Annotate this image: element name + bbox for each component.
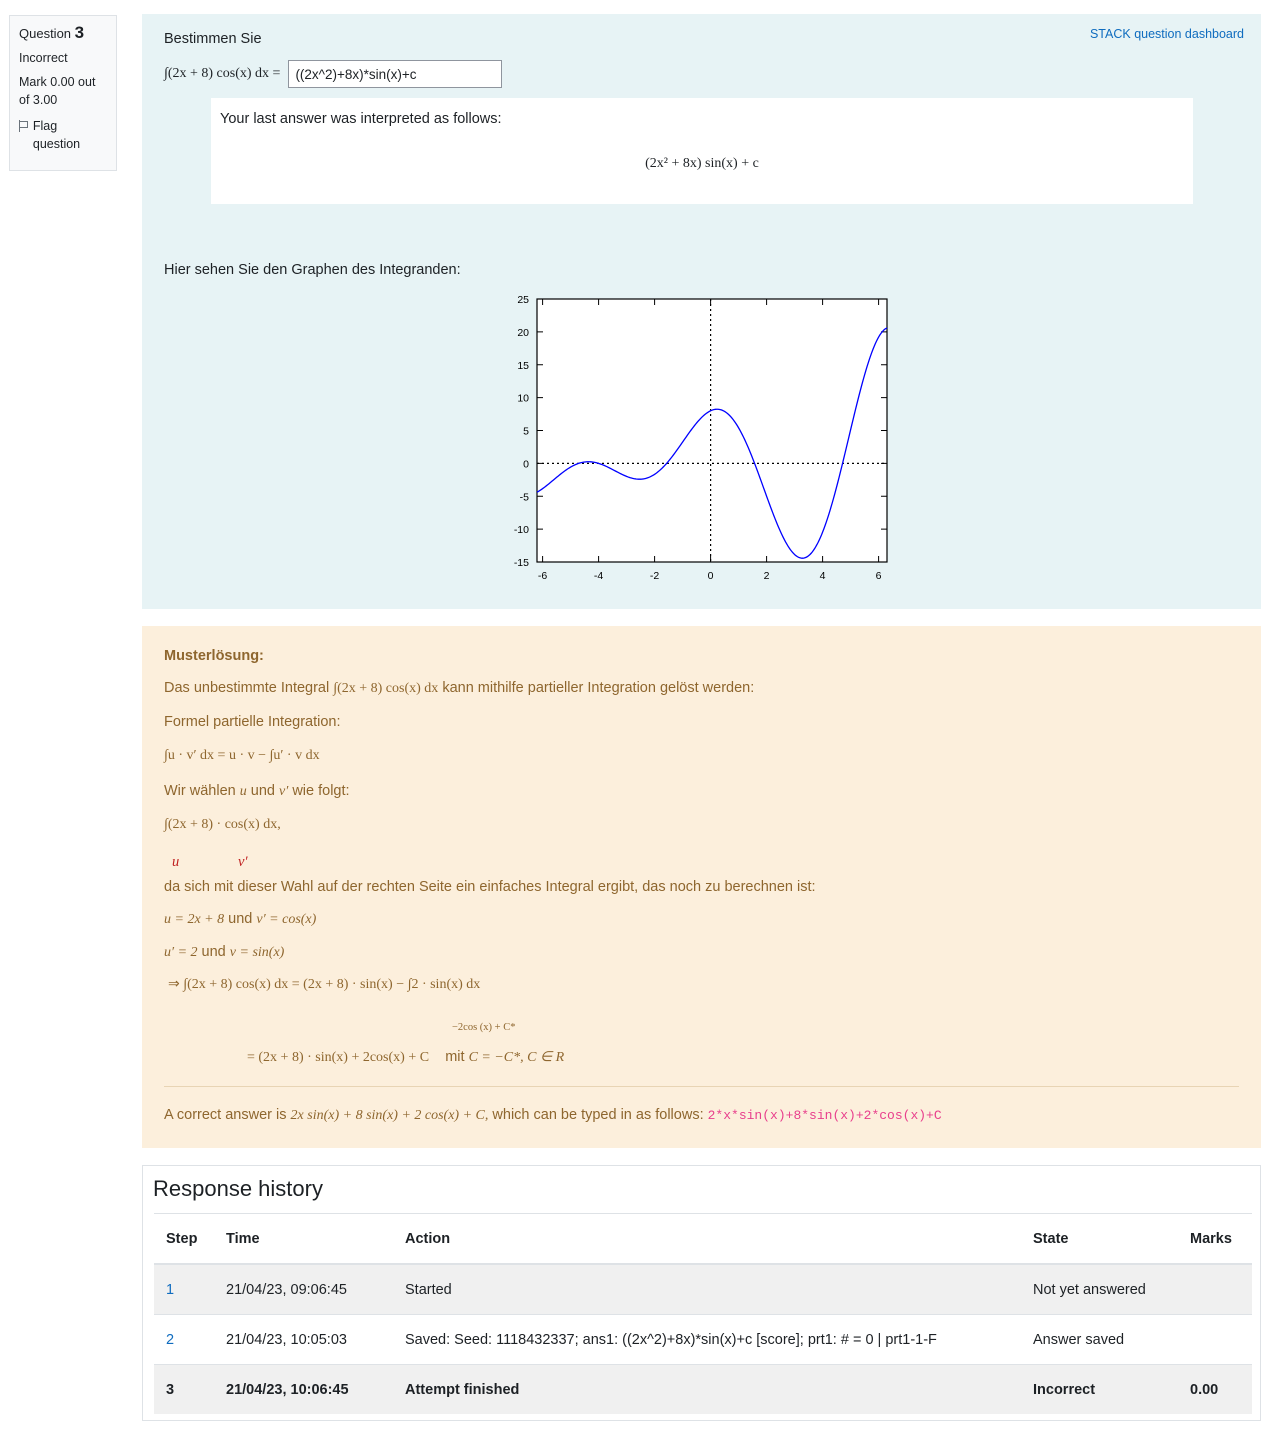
table-header-row xyxy=(154,1214,1252,1265)
solution-text: Das unbestimmte Integral xyxy=(164,680,330,696)
solution-text: und xyxy=(228,911,253,927)
y-tick-label: -5 xyxy=(519,491,529,504)
solution-formula: ∫(2x + 8) cos(x) dx xyxy=(333,681,439,696)
table-row xyxy=(154,1315,1252,1365)
marks-cell: 0.00 xyxy=(1178,1365,1252,1415)
solution-divider xyxy=(164,1086,1239,1087)
marks-cell xyxy=(1178,1315,1252,1365)
solution-text: kann mithilfe partieller Integration gelöst werden: xyxy=(442,680,755,696)
y-tick-label: 10 xyxy=(517,392,529,405)
step-cell xyxy=(154,1315,214,1365)
solution-text: mit xyxy=(445,1049,465,1065)
question-title: Bestimmen Sie xyxy=(164,31,262,47)
solution-text: Wir wählen xyxy=(164,783,236,799)
state-cell: Incorrect xyxy=(1021,1365,1178,1415)
stack-dashboard-link[interactable]: STACK question dashboard xyxy=(1089,27,1244,41)
step-link[interactable]: 1 xyxy=(166,1281,175,1298)
solution-text: und xyxy=(201,944,226,960)
solution-line-7 xyxy=(164,911,316,928)
integral-prompt: ∫(2x + 8) cos(x) dx = xyxy=(164,66,281,81)
solution-text: wie folgt: xyxy=(292,783,350,799)
response-history xyxy=(142,1165,1261,1421)
solution-line-8 xyxy=(164,944,284,961)
solution-formula: v′ = cos(x) xyxy=(256,912,317,927)
solution-line-9-under: −2cos (x) + C* xyxy=(452,1022,516,1033)
question-status: Incorrect xyxy=(19,51,68,65)
solution-line-10 xyxy=(247,1049,564,1066)
x-tick-label: 4 xyxy=(819,570,826,582)
graph-caption: Hier sehen Sie den Graphen des Integranden: xyxy=(164,262,461,278)
underbrace-u-label: u xyxy=(172,854,180,870)
column-marks: Marks xyxy=(1178,1214,1252,1265)
y-tick-label: -10 xyxy=(513,524,529,537)
question-info-box xyxy=(9,15,117,171)
y-tick-label: 15 xyxy=(517,359,529,372)
solution-text: und xyxy=(250,783,275,799)
x-tick-label: 6 xyxy=(875,570,882,582)
action-cell: Attempt finished xyxy=(393,1365,1021,1415)
integrand-plot xyxy=(507,294,907,594)
question-mark: Mark 0.00 out of 3.00 xyxy=(19,75,96,107)
solution-formula: u = 2x + 8 xyxy=(164,912,225,927)
underbrace-v-label: v′ xyxy=(238,854,248,870)
step-link[interactable]: 2 xyxy=(166,1331,175,1348)
time-cell: 21/04/23, 09:06:45 xyxy=(214,1264,393,1315)
column-state: State xyxy=(1021,1214,1178,1265)
question-label: Question xyxy=(19,26,72,41)
table-row xyxy=(154,1365,1252,1415)
correct-answer-line xyxy=(164,1107,942,1124)
solution-line-5: ∫(2x + 8) · cos(x) dx, xyxy=(164,817,281,832)
step-cell xyxy=(154,1264,214,1315)
flag-icon xyxy=(19,120,29,132)
y-tick-label: 5 xyxy=(523,425,529,438)
x-tick-label: -2 xyxy=(649,570,660,582)
question-formulation xyxy=(142,14,1261,609)
x-tick-label: -4 xyxy=(593,570,604,582)
flag-question-label: Flag question xyxy=(32,119,81,151)
action-cell: Started xyxy=(393,1264,1021,1315)
solution-formula: u′ = 2 xyxy=(164,945,198,960)
solution-formula: = (2x + 8) · sin(x) + 2cos(x) + C xyxy=(247,1050,430,1065)
x-tick-label: 0 xyxy=(707,570,714,582)
solution-formula: v = sin(x) xyxy=(229,945,285,960)
step-cell: 3 xyxy=(154,1365,214,1415)
y-tick-label: -15 xyxy=(513,557,529,569)
solution-heading: Musterlösung: xyxy=(164,648,264,664)
response-history-table xyxy=(154,1213,1252,1414)
solution-text: A correct answer is xyxy=(164,1107,287,1123)
column-time: Time xyxy=(214,1214,393,1265)
response-history-title: Response history xyxy=(153,1176,323,1201)
solution-line-9: ⇒ ∫(2x + 8) cos(x) dx = (2x + 8) · sin(x) − ∫2 · sin(x) dx xyxy=(168,977,481,992)
solution-panel xyxy=(142,626,1261,1148)
table-row xyxy=(154,1264,1252,1315)
column-step: Step xyxy=(154,1214,214,1265)
x-tick-label: 2 xyxy=(763,570,770,582)
correct-answer-formula: 2x sin(x) + 8 sin(x) + 2 cos(x) + C, xyxy=(290,1108,489,1123)
solution-line-6: da sich mit dieser Wahl auf der rechten Seite ein einfaches Integral ergibt, das noch zu berechnen ist: xyxy=(164,879,816,895)
answer-input[interactable] xyxy=(288,60,502,88)
marks-cell xyxy=(1178,1264,1252,1315)
interpretation-lead: Your last answer was interpreted as follows: xyxy=(220,111,502,127)
solution-line-4 xyxy=(164,783,350,800)
solution-line-2: Formel partielle Integration: xyxy=(164,714,341,730)
solution-text: which can be typed in as follows: xyxy=(492,1107,704,1123)
question-number xyxy=(19,24,107,43)
flag-question-button[interactable] xyxy=(19,117,107,153)
solution-formula: C = −C*, C ∈ R xyxy=(468,1050,565,1065)
interpreted-formula: (2x² + 8x) sin(x) + c xyxy=(645,156,759,171)
time-cell: 21/04/23, 10:06:45 xyxy=(214,1365,393,1415)
y-tick-label: 20 xyxy=(517,326,529,339)
question-number-value: 3 xyxy=(74,23,85,42)
time-cell: 21/04/23, 10:05:03 xyxy=(214,1315,393,1365)
correct-answer-typed: 2*x*sin(x)+8*sin(x)+2*cos(x)+C xyxy=(707,1108,942,1123)
plot-frame xyxy=(537,299,887,562)
y-tick-label: 25 xyxy=(517,294,529,306)
state-cell: Not yet answered xyxy=(1021,1264,1178,1315)
solution-line-3: ∫u · v′ dx = u · v − ∫u′ · v dx xyxy=(164,748,320,763)
solution-symbol-v: v′ xyxy=(279,784,289,799)
solution-symbol-u: u xyxy=(239,784,247,799)
column-action: Action xyxy=(393,1214,1021,1265)
y-tick-label: 0 xyxy=(523,458,529,471)
integral-row xyxy=(164,60,502,88)
action-cell: Saved: Seed: 1118432337; ans1: ((2x^2)+8x)*sin(x)+c [score]; prt1: # = 0 | prt1-1-F xyxy=(393,1315,1021,1365)
x-tick-label: -6 xyxy=(537,570,548,582)
interpretation-box xyxy=(211,98,1193,204)
state-cell: Answer saved xyxy=(1021,1315,1178,1365)
solution-line-1 xyxy=(164,680,754,697)
